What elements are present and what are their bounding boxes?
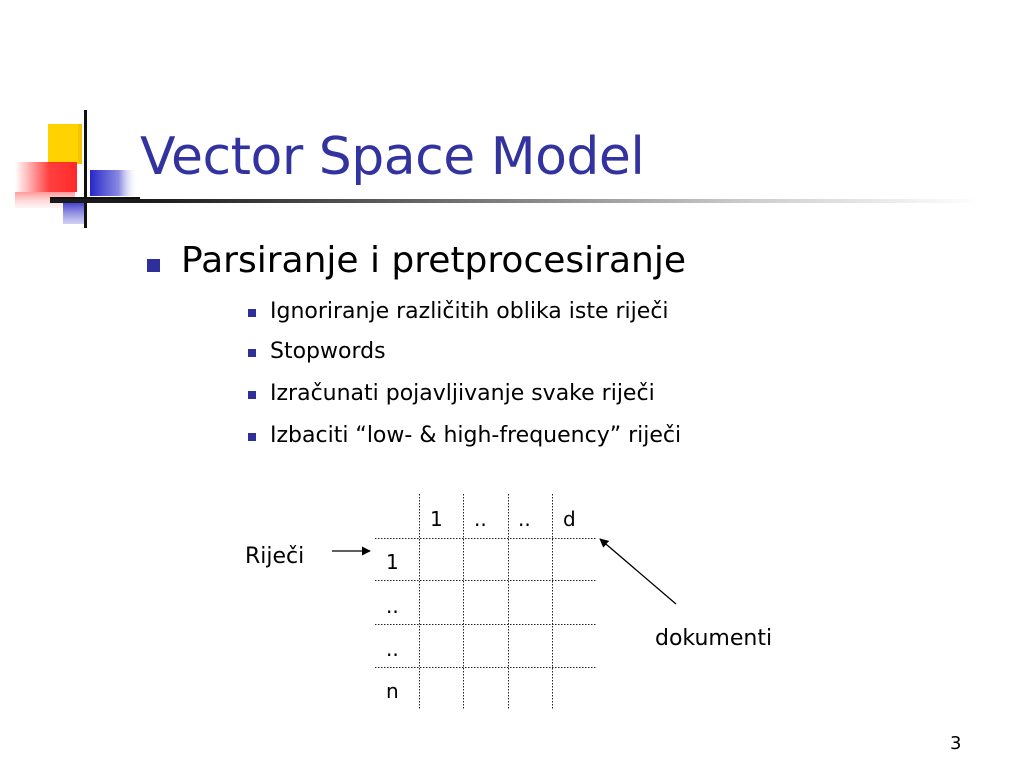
main-bullet-text: Parsiranje i pretprocesiranje <box>181 240 686 281</box>
sub-bullet-text: Izračunati pojavljivanje svake riječi <box>270 381 655 406</box>
columns-arrow <box>600 539 676 604</box>
matrix-column-header: d <box>563 507 576 531</box>
matrix-row-header: n <box>386 679 399 703</box>
columns-label: dokumenti <box>655 626 773 651</box>
page-number: 3 <box>950 733 962 754</box>
sub-bullet-text: Izbaciti “low- & high-frequency” riječi <box>270 423 682 448</box>
matrix-column-header: 1 <box>430 507 443 531</box>
matrix-column-header: .. <box>518 507 531 531</box>
slide-title: Vector Space Model <box>140 127 645 187</box>
matrix-row-header: .. <box>386 594 399 618</box>
matrix-row-header: .. <box>386 637 399 661</box>
rows-label: Riječi <box>245 544 305 569</box>
matrix-column-header: .. <box>474 507 487 531</box>
sub-bullet-text: Stopwords <box>270 339 386 364</box>
matrix-row-header: 1 <box>386 550 399 574</box>
sub-bullet-text: Ignoriranje različitih oblika iste riječi <box>270 299 669 324</box>
